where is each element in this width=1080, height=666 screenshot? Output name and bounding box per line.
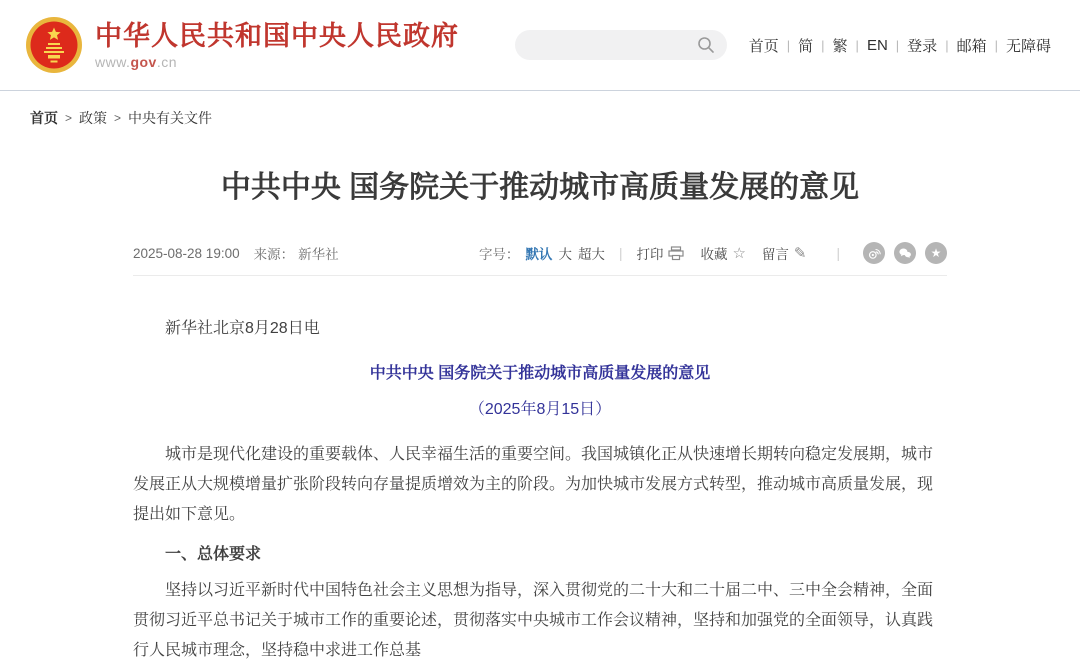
share-icons-group xyxy=(854,242,947,264)
nav-link-home[interactable]: 首页 xyxy=(748,37,779,55)
national-emblem-icon xyxy=(25,16,83,74)
nav-link-accessibility[interactable]: 无障碍 xyxy=(1005,37,1051,55)
star-outline-icon: ☆ xyxy=(732,244,746,262)
top-nav xyxy=(745,35,1055,56)
font-size-default-button[interactable]: 默认 xyxy=(525,247,553,262)
site-header xyxy=(0,0,1080,91)
site-url xyxy=(95,54,459,70)
article-meta-left xyxy=(133,243,339,263)
nav-link-traditional[interactable]: 繁 xyxy=(832,37,848,55)
qzone-star-glyph: ★ xyxy=(930,246,942,260)
nav-separator: | xyxy=(895,37,900,53)
breadcrumb-home[interactable]: 首页 xyxy=(30,110,58,126)
print-button[interactable] xyxy=(636,243,684,263)
site-title-block xyxy=(95,21,459,70)
paragraph: 坚持以习近平新时代中国特色社会主义思想为指导，深入贯彻党的二十大和二十届二中、三中全会精神，全面贯彻习近平总书记关于城市工作的重要论述，贯彻落实中央城市工作会议精神，坚持和加强党的全面领导，认真践行人民城市理念，坚持稳中求进工作总基 xyxy=(133,582,934,659)
qzone-share-icon[interactable] xyxy=(925,242,947,264)
paragraph: 城市是现代化建设的重要载体、人民幸福生活的重要空间。我国城镇化正从快速增长期转向稳定发展期，城市发展正从大规模增量扩张阶段转向存量提质增效为主的阶段。为加快城市发展方式转型，推动城市高质量发展，现提出如下意见。 xyxy=(133,446,934,523)
meta-divider xyxy=(133,275,947,276)
nav-separator: | xyxy=(821,37,825,53)
site-url-suffix: .cn xyxy=(156,53,178,70)
font-size-label: 字号： xyxy=(478,247,520,262)
nav-link-simplified[interactable]: 简 xyxy=(798,37,814,55)
wechat-share-icon[interactable] xyxy=(894,242,916,264)
article-meta-right xyxy=(479,242,947,264)
nav-link-mail[interactable]: 邮箱 xyxy=(956,37,987,55)
font-size-xlarge-button[interactable]: 超大 xyxy=(577,247,605,262)
breadcrumb-current: 中央有关文件 xyxy=(128,110,213,126)
favorite-label: 收藏 xyxy=(700,247,728,262)
nav-separator: | xyxy=(855,37,859,53)
site-url-prefix: www. xyxy=(95,53,131,70)
breadcrumb xyxy=(0,91,1080,128)
article-page xyxy=(133,168,947,666)
site-logo[interactable] xyxy=(25,16,459,74)
nav-separator: | xyxy=(945,37,949,53)
source-label: 来源： xyxy=(253,247,295,262)
article-meta-bar xyxy=(133,242,947,264)
article-body xyxy=(133,314,947,666)
weibo-share-icon[interactable] xyxy=(863,242,885,264)
search-input[interactable] xyxy=(527,36,697,54)
page-title: 中共中央 国务院关于推动城市高质量发展的意见 xyxy=(220,171,860,204)
nav-separator: | xyxy=(994,37,998,53)
breadcrumb-separator: > xyxy=(65,111,73,125)
publish-date: 2025-08-28 19:00 xyxy=(133,245,240,261)
dateline: 新华社北京8月28日电 xyxy=(165,320,320,337)
print-label: 打印 xyxy=(636,247,664,262)
meta-separator: | xyxy=(618,245,623,261)
nav-link-login[interactable]: 登录 xyxy=(907,37,938,55)
header-right xyxy=(515,30,1055,60)
printer-icon xyxy=(668,246,684,261)
meta-separator: | xyxy=(836,245,840,261)
nav-separator: | xyxy=(786,37,791,53)
breadcrumb-policy[interactable]: 政策 xyxy=(79,110,108,126)
document-date: （2025年8月15日） xyxy=(468,401,612,418)
document-title: 中共中央 国务院关于推动城市高质量发展的意见 xyxy=(369,365,711,382)
comment-button[interactable] xyxy=(762,243,807,263)
font-size-large-button[interactable]: 大 xyxy=(558,247,572,262)
source-value: 新华社 xyxy=(298,247,339,262)
search-box[interactable] xyxy=(515,30,727,60)
nav-link-english[interactable]: EN xyxy=(866,36,888,54)
breadcrumb-separator: > xyxy=(114,111,122,125)
pencil-icon: ✎ xyxy=(793,244,807,262)
comment-label: 留言 xyxy=(761,247,789,262)
search-icon[interactable] xyxy=(697,36,715,54)
favorite-button[interactable] xyxy=(700,243,745,263)
site-title: 中华人民共和国中央人民政府 xyxy=(95,20,459,51)
site-url-gov: gov xyxy=(130,53,157,70)
section-heading: 一、总体要求 xyxy=(165,546,262,563)
